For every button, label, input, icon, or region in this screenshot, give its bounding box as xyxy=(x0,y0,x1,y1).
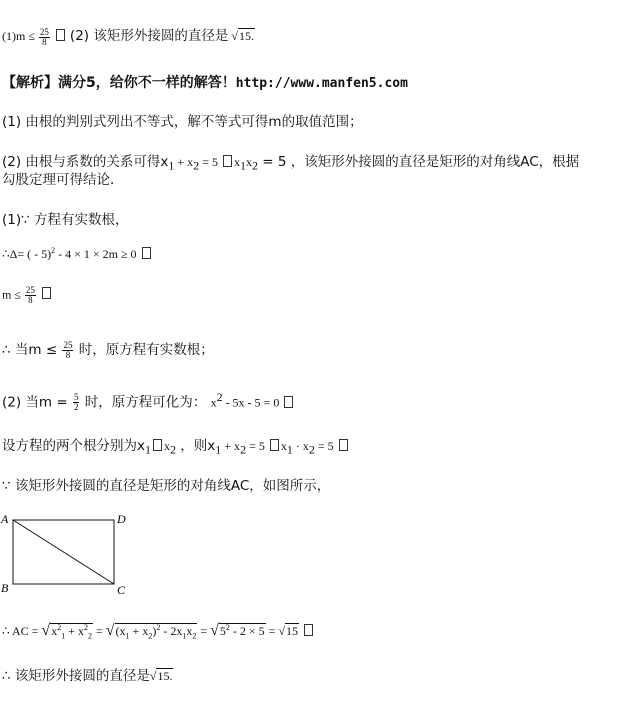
solution-line-1: (1)∵ 方程有实数根， xyxy=(2,212,129,228)
sqrt-sign: √ xyxy=(105,622,115,639)
text: · x xyxy=(292,439,309,453)
text: - 4 × 1 × 2m ≥ 0 xyxy=(55,247,140,261)
text: = xyxy=(95,624,106,638)
sqrt-radicand: 15. xyxy=(157,669,173,683)
text: (2) 当m = xyxy=(2,394,72,411)
analysis-line-3: 勾股定理可得结论． xyxy=(2,172,124,188)
placeholder-box-icon xyxy=(339,439,348,451)
sqrt-sign: √ xyxy=(278,624,286,638)
vertex-label-a: A xyxy=(1,512,9,526)
fraction-denominator: 8 xyxy=(28,295,33,305)
sub: 2 xyxy=(308,442,315,457)
sqrt-15 xyxy=(150,669,174,684)
text: x xyxy=(280,439,287,453)
sqrt-15 xyxy=(231,29,255,44)
text: - 5x - 5 = 0 xyxy=(222,395,283,410)
text: 时，原方程可化为： xyxy=(84,394,207,411)
sqrt-radicand: 15 xyxy=(286,624,299,638)
sub: 1 xyxy=(61,631,66,641)
fraction-numerator: 25 xyxy=(39,26,49,37)
text: ∴ 当m ≤ xyxy=(2,342,62,358)
text: ∴Δ= ( - 5) xyxy=(2,247,52,261)
text: x xyxy=(164,439,170,453)
solution-line-2 xyxy=(2,246,153,262)
text: (2) 由根与系数的关系可得x xyxy=(2,154,169,170)
text: + x xyxy=(65,624,84,638)
text: - 2 × 5 xyxy=(229,624,265,638)
fraction-25-8 xyxy=(25,286,36,305)
text: - 2x xyxy=(160,624,183,638)
text: + x xyxy=(174,155,194,169)
fraction-5-2 xyxy=(73,393,80,412)
fraction-denominator: 8 xyxy=(42,36,47,47)
text: = xyxy=(200,624,211,638)
text: x xyxy=(245,155,252,169)
sub: 2 xyxy=(87,631,92,641)
text: ∴ AC = xyxy=(2,624,42,638)
text: + x xyxy=(129,624,149,638)
solution-line-9 xyxy=(2,664,173,684)
placeholder-box-icon xyxy=(142,247,151,259)
sub: 2 xyxy=(170,442,176,457)
text: x xyxy=(233,155,240,169)
answer-line xyxy=(2,24,255,47)
sub: 1 xyxy=(286,442,293,457)
text: x xyxy=(51,624,58,638)
placeholder-box-icon xyxy=(153,439,162,451)
solution-line-5 xyxy=(2,390,295,412)
sub: 1 xyxy=(125,631,130,641)
sub: 1 xyxy=(182,631,187,641)
fraction-denominator: 2 xyxy=(73,402,79,412)
sqrt-numeric xyxy=(210,622,266,640)
text: = xyxy=(268,624,279,638)
sup: 2 xyxy=(216,390,223,404)
analysis-heading xyxy=(2,72,408,92)
sqrt-15 xyxy=(278,624,299,639)
diagonal-ac xyxy=(13,520,114,584)
placeholder-box-icon xyxy=(270,439,279,451)
sqrt-sum-squares xyxy=(41,622,93,640)
sup: 2 xyxy=(156,623,161,632)
text: = 5 xyxy=(199,155,221,169)
fraction-25-8 xyxy=(62,341,73,360)
placeholder-box-icon xyxy=(304,624,313,636)
text: = 5 ，该矩形外接圆的直径是矩形的对角线AC，根据 xyxy=(257,154,580,170)
solution-line-6 xyxy=(2,434,350,458)
placeholder-box-icon xyxy=(42,287,51,299)
sup: 2 xyxy=(225,623,230,632)
sqrt-expanded xyxy=(106,622,198,640)
fraction-numerator: 25 xyxy=(25,285,35,295)
text: + x xyxy=(221,439,241,453)
sqrt-radicand: 15. xyxy=(238,29,254,43)
placeholder-box-icon xyxy=(284,396,293,408)
text: ) xyxy=(152,624,157,638)
sub: 1 xyxy=(239,158,246,173)
sub: 2 xyxy=(193,158,200,173)
sup: 2 xyxy=(57,623,62,632)
placeholder-box-icon xyxy=(56,29,65,41)
text: m ≤ xyxy=(2,287,24,302)
sup: 2 xyxy=(51,246,56,255)
text: (x xyxy=(115,624,126,638)
fraction-denominator: 8 xyxy=(65,349,71,360)
answer-part2: (2) 该矩形外接圆的直径是 xyxy=(69,28,229,44)
sup: 2 xyxy=(83,623,88,632)
text: 5 xyxy=(219,624,226,638)
vertex-label-b: B xyxy=(1,581,9,595)
sqrt-sign: √ xyxy=(231,29,238,43)
vertex-label-d: D xyxy=(117,512,126,526)
text: = 5 xyxy=(246,439,268,453)
text: ，则x xyxy=(176,438,216,454)
solution-line-8 xyxy=(2,622,315,640)
fraction-numerator: 25 xyxy=(63,339,73,350)
text: 设方程的两个根分别为x xyxy=(2,438,145,454)
text: x xyxy=(186,624,193,638)
solution-line-7: ∵ 该矩形外接圆的直径是矩形的对角线AC，如图所示， xyxy=(2,478,331,494)
text: x xyxy=(210,395,217,410)
answer-part1: (1)m ≤ xyxy=(2,29,38,43)
text: = 5 xyxy=(314,439,337,453)
solution-line-4 xyxy=(2,338,214,360)
sqrt-sign: √ xyxy=(210,622,219,639)
sqrt-sign: √ xyxy=(149,669,157,683)
sub: 2 xyxy=(240,442,247,457)
sub: 1 xyxy=(145,442,151,457)
sub: 2 xyxy=(192,631,197,641)
vertex-label-c: C xyxy=(117,583,126,597)
heading-url[interactable]: http://www.manfen5.com xyxy=(235,76,408,91)
sub: 1 xyxy=(168,158,175,173)
fraction-numerator: 5 xyxy=(73,392,79,402)
text: 时，原方程有实数根； xyxy=(78,342,214,358)
analysis-line-1: (1) 由根的判别式列出不等式，解不等式可得m的取值范围； xyxy=(2,114,363,130)
placeholder-box-icon xyxy=(223,155,232,167)
solution-line-3 xyxy=(2,286,53,305)
sub: 2 xyxy=(251,158,258,173)
heading-label: 【解析】满分5，给你不一样的解答！ xyxy=(2,75,236,91)
sub: 2 xyxy=(148,631,153,641)
text: ∴ 该矩形外接圆的直径是 xyxy=(2,668,150,684)
rectangle-diagram xyxy=(0,510,140,600)
fraction-25-8 xyxy=(39,28,50,47)
sub: 1 xyxy=(215,442,222,457)
sqrt-sign: √ xyxy=(41,622,51,639)
